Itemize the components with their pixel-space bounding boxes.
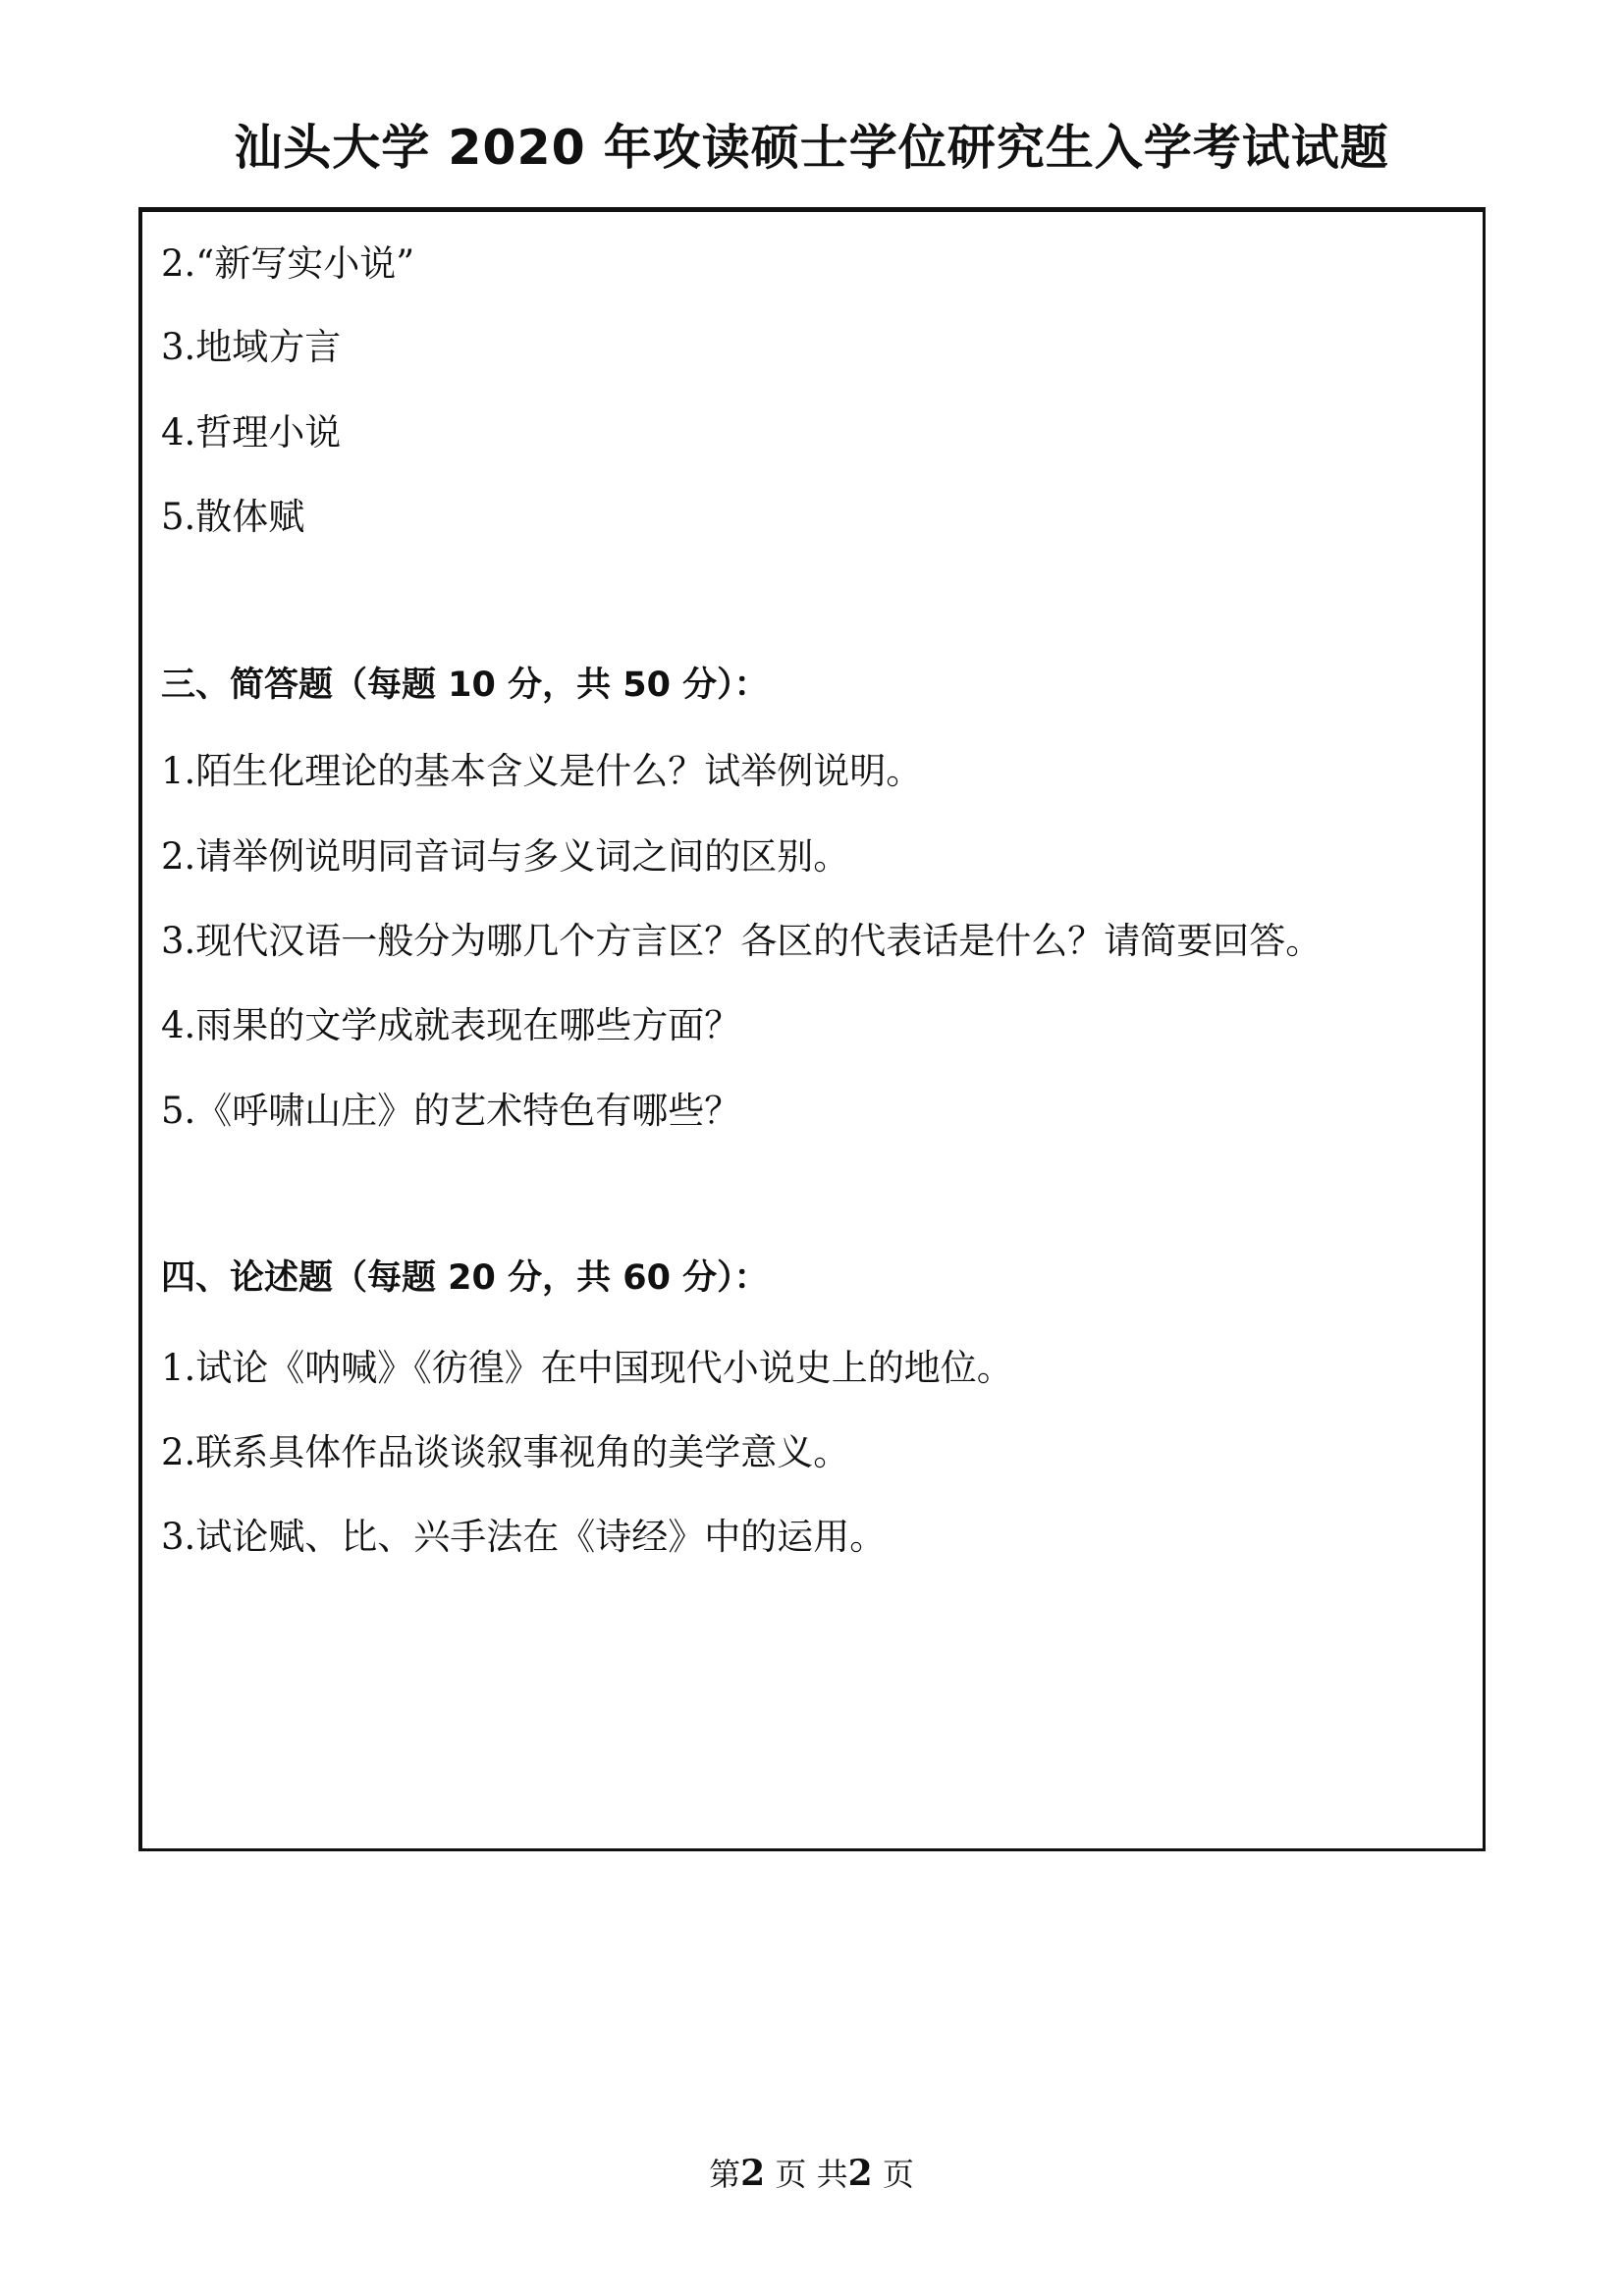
question-item: 2.请举例说明同音词与多义词之间的区别。 — [161, 835, 850, 878]
term-item: 5.散体赋 — [161, 496, 305, 538]
term-item: 4.哲理小说 — [161, 411, 342, 454]
term-item: 2.“新写实小说” — [161, 242, 415, 285]
section-heading-essay: 四、论述题（每题 20 分，共 60 分）： — [161, 1258, 769, 1298]
question-item: 5.《呼啸山庄》的艺术特色有哪些？ — [161, 1090, 741, 1132]
question-item: 1.陌生化理论的基本含义是什么？试举例说明。 — [161, 750, 923, 792]
page-footer — [0, 2150, 1623, 2195]
total-pages: 2 — [847, 2153, 873, 2194]
question-item: 3.试论赋、比、兴手法在《诗经》中的运用。 — [161, 1516, 887, 1558]
question-item: 2.联系具体作品谈谈叙事视角的美学意义。 — [161, 1431, 850, 1473]
current-page: 2 — [740, 2153, 766, 2194]
question-item: 3.现代汉语一般分为哪几个方言区？各区的代表话是什么？请简要回答。 — [161, 920, 1323, 962]
footer-suffix: 页 — [872, 2156, 914, 2193]
question-item: 1.试论《呐喊》《彷徨》在中国现代小说史上的地位。 — [161, 1347, 1013, 1389]
section-heading-short-answer: 三、简答题（每题 10 分，共 50 分）： — [161, 666, 769, 705]
term-item: 3.地域方言 — [161, 326, 342, 368]
footer-mid: 页 共 — [765, 2156, 848, 2193]
footer-prefix: 第 — [709, 2156, 741, 2193]
exam-title: 汕头大学 2020 年攻读硕士学位研究生入学考试试题 — [234, 120, 1389, 176]
question-item: 4.雨果的文学成就表现在哪些方面？ — [161, 1004, 741, 1046]
